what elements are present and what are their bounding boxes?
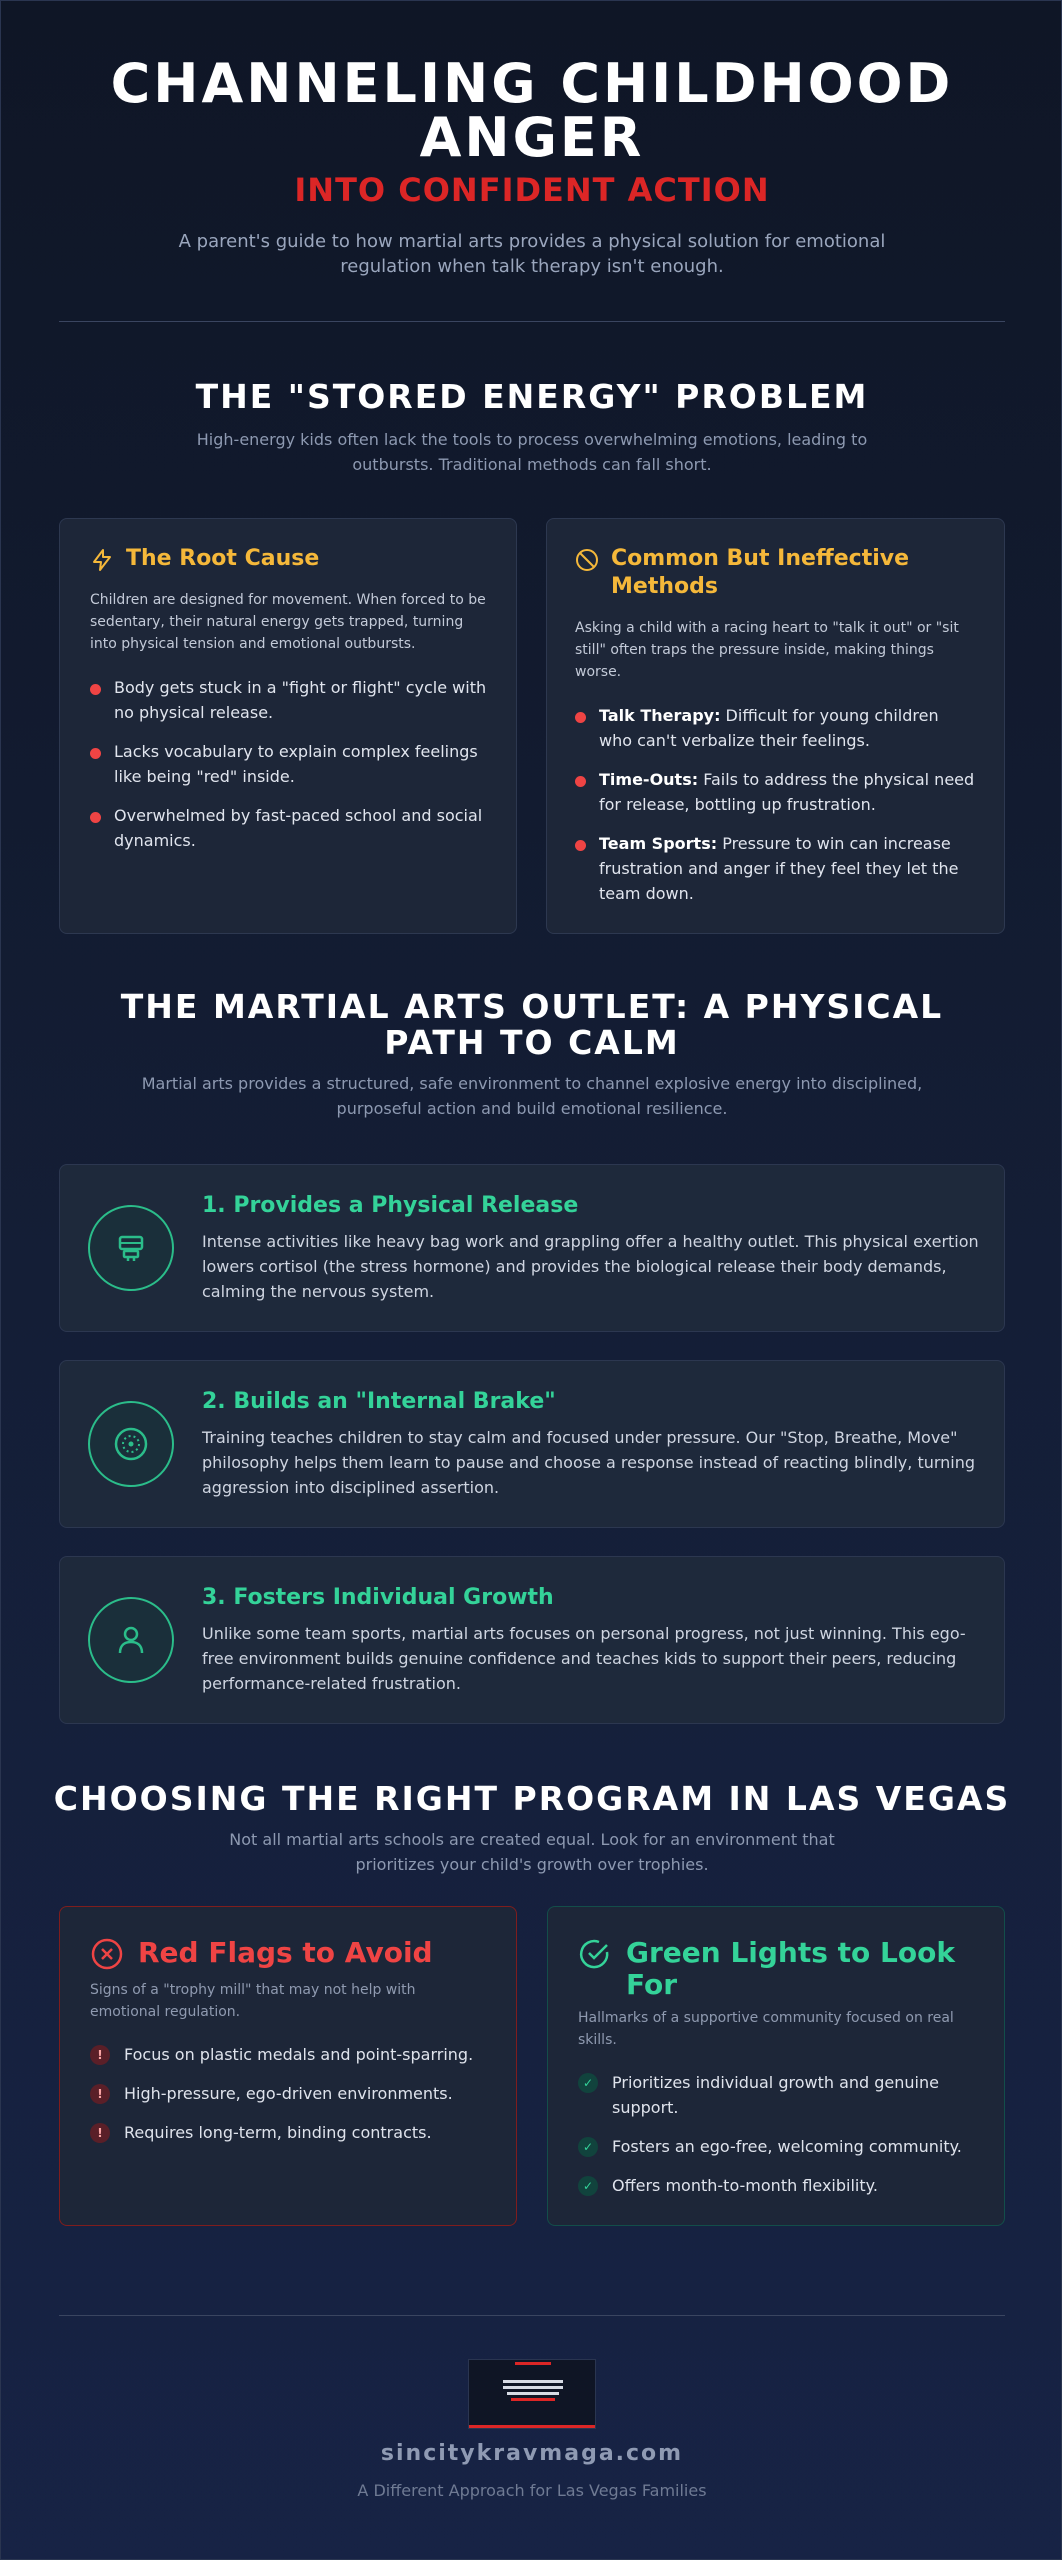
list-item: Team Sports: Pressure to win can increase frustration and anger if they feel they let the team down. (575, 831, 975, 906)
hero-subtitle: INTO CONFIDENT ACTION (294, 171, 770, 209)
warning-marker: ! (90, 2084, 110, 2104)
feature-card-individual-growth (59, 1556, 1005, 1724)
bullet-dot (575, 712, 586, 723)
list-item: Time-Outs: Fails to address the physical need for release, bottling up frustration. (575, 767, 975, 817)
list-item: ✓ Prioritizes individual growth and genuine support. (578, 2070, 978, 2120)
root-cause-description: Children are designed for movement. When forced to be sedentary, their natural energy gets trapped, turning into physical tension and emotional outbursts. (90, 592, 486, 652)
red-flags-card (59, 1906, 517, 2226)
list-item: ! Requires long-term, binding contracts. (90, 2120, 490, 2145)
feature-title: 3. Fosters Individual Growth (202, 1585, 554, 1610)
footer-tagline: A Different Approach for Las Vegas Families (357, 2481, 707, 2500)
warning-marker: ! (90, 2123, 110, 2143)
red-flags-title: Red Flags to Avoid (138, 1936, 433, 1969)
divider (59, 321, 1005, 322)
root-cause-list (90, 675, 490, 867)
feature-title: 2. Builds an "Internal Brake" (202, 1389, 556, 1414)
red-flags-description: Signs of a "trophy mill" that may not help with emotional regulation. (90, 1982, 416, 2020)
bullet-dot (90, 812, 101, 823)
problem-title: THE "STORED ENERGY" PROBLEM (195, 377, 869, 416)
list-item: Body gets stuck in a "fight or flight" cycle with no physical release. (90, 675, 490, 725)
green-lights-title: Green Lights to Look For (626, 1936, 955, 2001)
feature-text: Training teaches children to stay calm and focused under pressure. Our "Stop, Breathe, Move" philosophy helps them learn to pause and choose a response instead of reacting blindly, turning aggression into disciplined assertion. (202, 1428, 976, 1497)
list-item: Overwhelmed by fast-paced school and social dynamics. (90, 803, 490, 853)
ineffective-description: Asking a child with a racing heart to "talk it out" or "sit still" often traps the pressure inside, making things worse. (575, 620, 959, 680)
root-cause-title: The Root Cause (126, 546, 320, 571)
list-item: Talk Therapy: Difficult for young children who can't verbalize their feelings. (575, 703, 975, 753)
lightning-icon (90, 548, 114, 572)
list-item: ✓ Offers month-to-month flexibility. (578, 2173, 978, 2198)
infographic-thumbnail (468, 2359, 596, 2429)
green-lights-card (547, 1906, 1005, 2226)
x-circle-icon (90, 1937, 124, 1971)
divider (59, 2315, 1005, 2316)
green-lights-header (578, 1937, 968, 2001)
warning-marker: ! (90, 2045, 110, 2065)
feature-icon-wrap (88, 1205, 174, 1291)
root-cause-header (90, 545, 490, 573)
feature-title: 1. Provides a Physical Release (202, 1193, 579, 1218)
feature-text: Intense activities like heavy bag work and grappling offer a healthy outlet. This physical exertion lowers cortisol (the stress hormone) and provides the biological release their body demands, calming the nervous system. (202, 1232, 979, 1301)
program-description: Not all martial arts schools are created equal. Look for an environment that prioritizes your child's growth over trophies. (229, 1830, 835, 1874)
feature-icon-wrap (88, 1597, 174, 1683)
bullet-dot (90, 684, 101, 695)
heavy-bag-icon (114, 1231, 148, 1265)
ineffective-list (575, 703, 975, 920)
prohibited-icon (575, 548, 599, 572)
list-item: ✓ Fosters an ego-free, welcoming community. (578, 2134, 978, 2159)
green-lights-list (578, 2070, 978, 2212)
person-icon (114, 1623, 148, 1657)
brake-icon (113, 1426, 149, 1462)
program-title: CHOOSING THE RIGHT PROGRAM IN LAS VEGAS (53, 1779, 1011, 1818)
check-marker: ✓ (578, 2176, 598, 2196)
problem-description: High-energy kids often lack the tools to process overwhelming emotions, leading to outbursts. Traditional methods can fall short. (196, 430, 868, 474)
feature-card-internal-brake (59, 1360, 1005, 1528)
feature-card-physical-release (59, 1164, 1005, 1332)
green-lights-description: Hallmarks of a supportive community focused on real skills. (578, 2010, 954, 2048)
list-item: ! Focus on plastic medals and point-sparring. (90, 2042, 490, 2067)
bullet-dot (575, 776, 586, 787)
ineffective-title: Common But Ineffective Methods (611, 546, 910, 599)
feature-text: Unlike some team sports, martial arts focuses on personal progress, not just winning. This ego-free environment builds genuine confidence and teaches kids to support their peers, reducing performance-related frustration. (202, 1624, 966, 1693)
red-flags-header (90, 1937, 433, 1971)
feature-icon-wrap (88, 1401, 174, 1487)
ineffective-methods-card (546, 518, 1005, 934)
bullet-dot (90, 748, 101, 759)
list-item: Lacks vocabulary to explain complex feelings like being "red" inside. (90, 739, 490, 789)
outlet-description: Martial arts provides a structured, safe environment to channel explosive energy into disciplined, purposeful action and build emotional resilience. (141, 1074, 923, 1118)
red-flags-list (90, 2042, 490, 2159)
check-marker: ✓ (578, 2073, 598, 2093)
footer-domain[interactable]: sincitykravmaga.com (380, 2441, 684, 2466)
check-circle-icon (578, 1937, 612, 1971)
root-cause-card (59, 518, 517, 934)
hero-description: A parent's guide to how martial arts provides a physical solution for emotional regulation when talk therapy isn't enough. (178, 231, 886, 277)
ineffective-header (575, 545, 975, 601)
hero-title: CHANNELING CHILDHOOD ANGER (110, 52, 954, 169)
outlet-title: THE MARTIAL ARTS OUTLET: A PHYSICAL PATH TO CALM (120, 987, 944, 1062)
check-marker: ✓ (578, 2137, 598, 2157)
list-item: ! High-pressure, ego-driven environments. (90, 2081, 490, 2106)
bullet-dot (575, 840, 586, 851)
